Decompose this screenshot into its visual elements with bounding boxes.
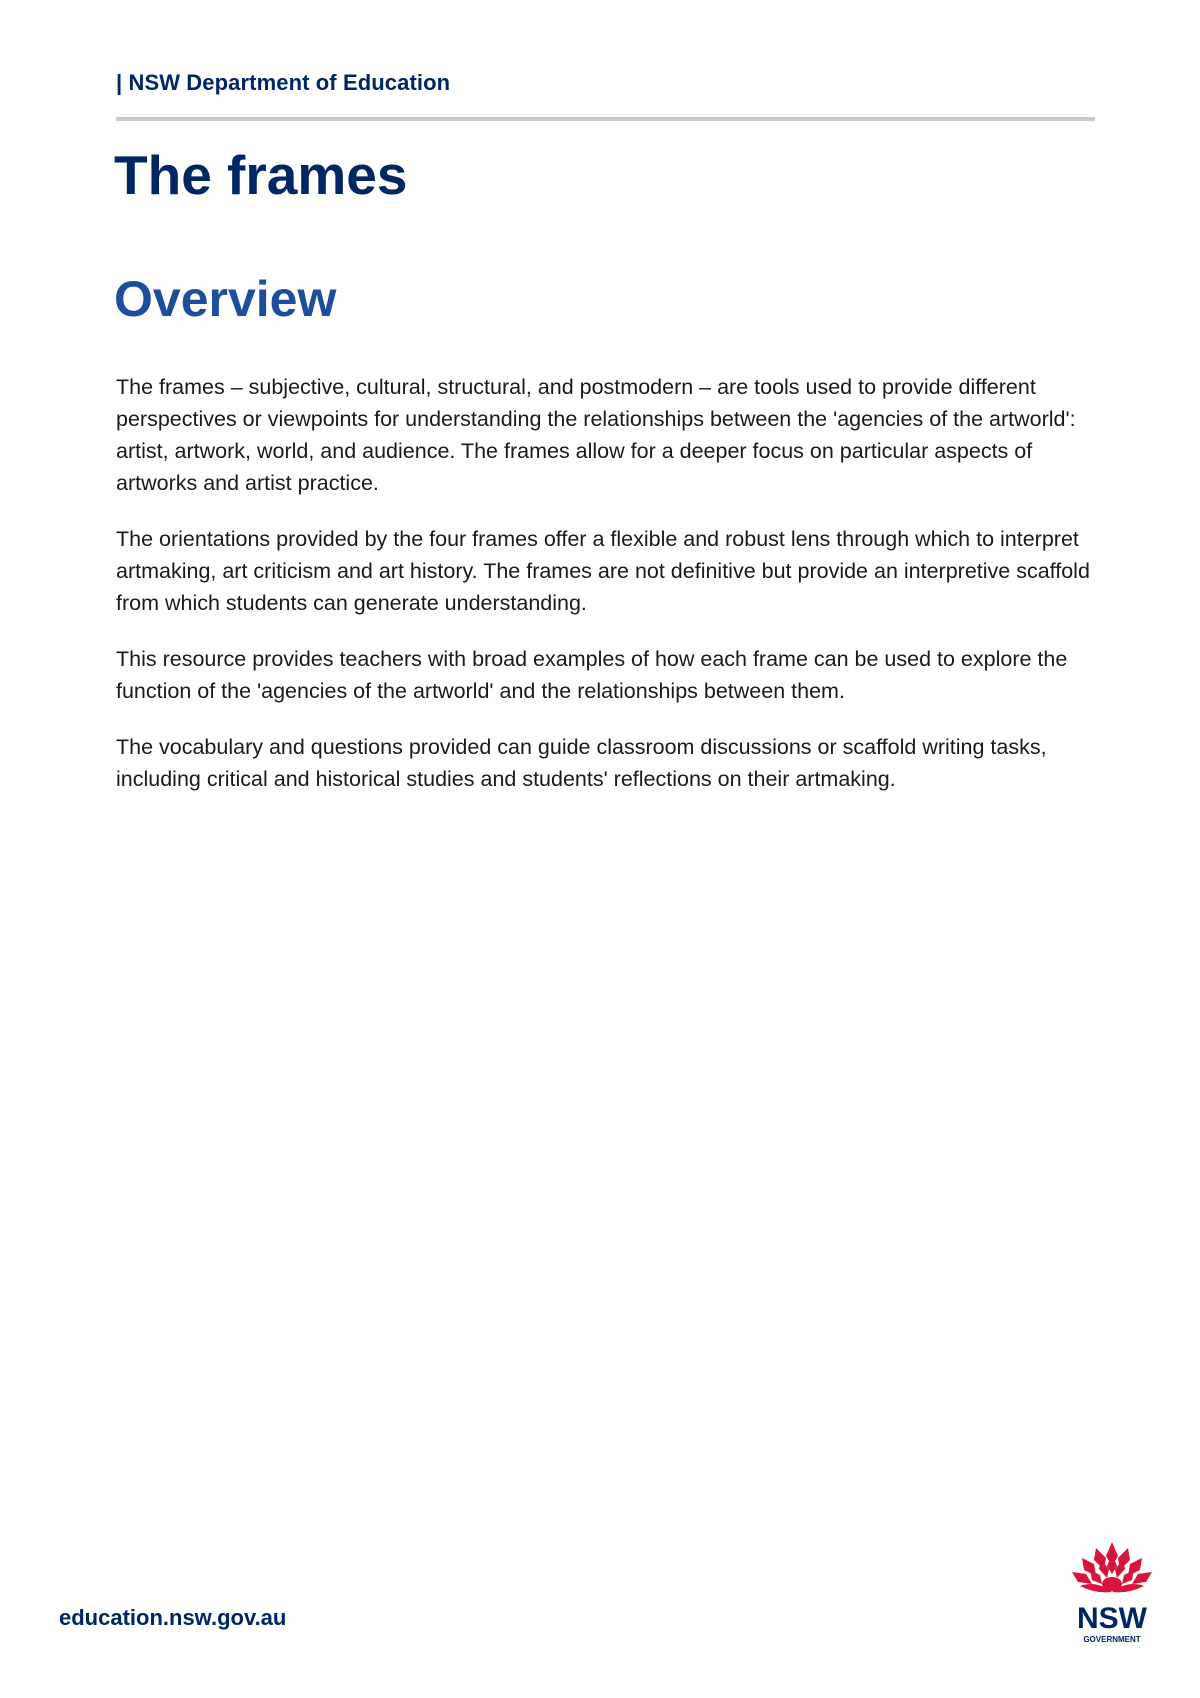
waratah-icon [1066, 1540, 1158, 1650]
paragraph: The frames – subjective, cultural, structural, and postmodern – are tools used to provide different perspectives or viewpoints for understanding the relationships between the 'agencies of the artworld': artist, artwork, world, and audience. The frames allow for a deeper focus on particular aspects of artworks and artist practice. [116, 375, 1076, 495]
page-title: The frames [114, 144, 408, 206]
header-department: | NSW Department of Education [116, 70, 451, 95]
logo-text: NSW [1077, 1602, 1147, 1635]
body-text [116, 371, 1101, 819]
footer-url[interactable]: education.nsw.gov.au [59, 1605, 287, 1630]
paragraph: This resource provides teachers with broad examples of how each frame can be used to explore the function of the 'agencies of the artworld' and the relationships between them. [116, 647, 1068, 703]
nsw-government-logo [1066, 1540, 1158, 1650]
section-heading: Overview [114, 271, 337, 327]
paragraph: The vocabulary and questions provided can guide classroom discussions or scaffold writing tasks, including critical and historical studies and students' reflections on their artmaking. [116, 735, 1047, 791]
logo-subtext: GOVERNMENT [1083, 1635, 1141, 1644]
header-divider [116, 117, 1095, 121]
paragraph: The orientations provided by the four frames offer a flexible and robust lens through which to interpret artmaking, art criticism and art history. The frames are not definitive but provide an interpretive scaffold from which students can generate understanding. [116, 527, 1090, 615]
